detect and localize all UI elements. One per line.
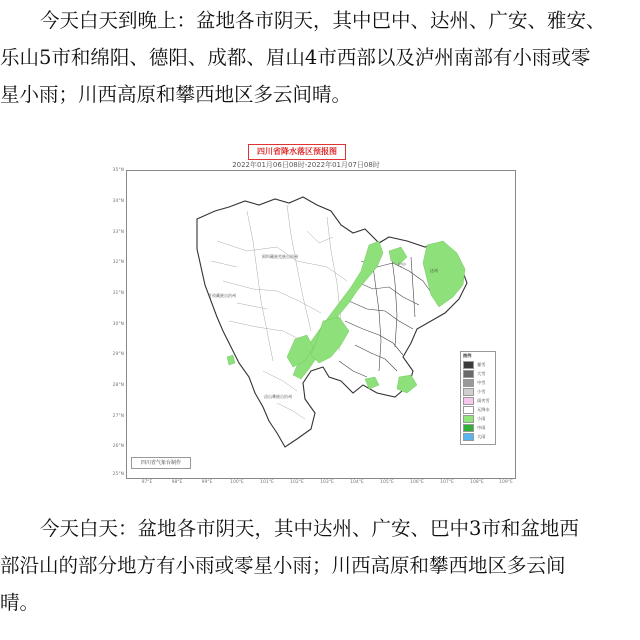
legend-label: 雨夹雪 xyxy=(477,397,490,403)
lon-label: 103°E xyxy=(320,480,334,485)
legend-swatch xyxy=(463,370,474,378)
lon-label: 100°E xyxy=(230,480,244,485)
lat-label: 35°N xyxy=(112,168,124,173)
legend-label: 小雨 xyxy=(477,415,486,421)
sichuan-map-svg xyxy=(127,171,515,478)
lon-label: 105°E xyxy=(380,480,394,485)
lon-label: 97°E xyxy=(141,480,153,485)
legend-item xyxy=(461,360,495,369)
lat-label: 32°N xyxy=(112,260,124,265)
lon-label: 98°E xyxy=(171,480,183,485)
legend-label: 暴雪 xyxy=(477,361,486,367)
forecast-paragraph-tonight xyxy=(0,2,640,113)
legend-swatch xyxy=(463,379,474,387)
lon-label: 104°E xyxy=(350,480,364,485)
lat-label: 29°N xyxy=(112,352,124,357)
lon-label: 101°E xyxy=(260,480,274,485)
lat-label: 34°N xyxy=(112,199,124,204)
legend-label: 无降水 xyxy=(477,406,490,412)
text-line: 星小雨；川西高原和攀西地区多云间晴。 xyxy=(0,83,352,106)
map-title: 四川省降水落区预报图 xyxy=(248,144,346,160)
legend-label: 大雨 xyxy=(477,433,486,439)
map-subtitle: 2022年01月06日08时-2022年01月07日08时 xyxy=(232,161,380,169)
lon-label: 109°E xyxy=(499,480,513,485)
legend-swatch xyxy=(463,424,474,432)
legend-label: 中雪 xyxy=(477,379,486,385)
legend-label: 大雪 xyxy=(477,370,486,376)
map-label-bazhong: 巴中 xyxy=(398,262,406,267)
lon-label: 106°E xyxy=(410,480,424,485)
lat-label: 30°N xyxy=(112,322,124,327)
legend-item xyxy=(461,396,495,405)
legend-item xyxy=(461,414,495,423)
legend-item xyxy=(461,369,495,378)
map-label-aba: 阿坝藏族羌族自治州 xyxy=(262,254,298,259)
legend-item xyxy=(461,378,495,387)
map-label-liangshan: 凉山彝族自治州 xyxy=(264,394,292,399)
map-source-label: 四川省气象台制作 xyxy=(131,457,191,469)
legend-item xyxy=(461,387,495,396)
legend-item xyxy=(461,405,495,414)
lat-label: 33°N xyxy=(112,230,124,235)
legend-swatch xyxy=(463,397,474,405)
rain-area-luzhou-south xyxy=(397,375,417,393)
legend-swatch xyxy=(463,415,474,423)
lon-label: 99°E xyxy=(201,480,213,485)
legend-swatch xyxy=(463,433,474,441)
lat-label: 28°N xyxy=(112,383,124,388)
lat-label: 26°N xyxy=(112,444,124,449)
forecast-paragraph-daytime xyxy=(0,510,640,621)
map-label-ganzi: 甘孜藏族自治州 xyxy=(208,293,236,298)
text-line: 晴。 xyxy=(0,591,40,614)
text-line: 部沿山的部分地方有小雨或零星小雨；川西高原和攀西地区多云间 xyxy=(0,554,566,577)
lat-label: 27°N xyxy=(112,414,124,419)
text-line: 乐山5市和绵阳、德阳、成都、眉山4市西部以及泸州南部有小雨或零 xyxy=(0,46,591,69)
legend-label: 中雨 xyxy=(477,424,486,430)
legend-item xyxy=(461,423,495,432)
legend-item xyxy=(461,432,495,441)
legend-swatch xyxy=(463,406,474,414)
rain-area-west-dot xyxy=(227,355,235,365)
lon-label: 107°E xyxy=(440,480,454,485)
text-line: 今天白天到晚上：盆地各市阴天，其中巴中、达州、广安、雅安、 xyxy=(40,9,606,32)
text-line: 今天白天：盆地各市阴天，其中达州、广安、巴中3市和盆地西 xyxy=(40,517,579,540)
legend-swatch xyxy=(463,361,474,369)
legend-title: 图例 xyxy=(463,353,472,358)
map-plot-area xyxy=(126,170,516,479)
legend-swatch xyxy=(463,388,474,396)
legend-label: 小雪 xyxy=(477,388,486,394)
map-legend xyxy=(460,351,496,445)
lat-label: 31°N xyxy=(112,291,124,296)
map-label-dazhou: 达州 xyxy=(430,268,438,273)
lon-label: 102°E xyxy=(290,480,304,485)
lon-label: 108°E xyxy=(470,480,484,485)
lat-label: 25°N xyxy=(112,472,124,477)
